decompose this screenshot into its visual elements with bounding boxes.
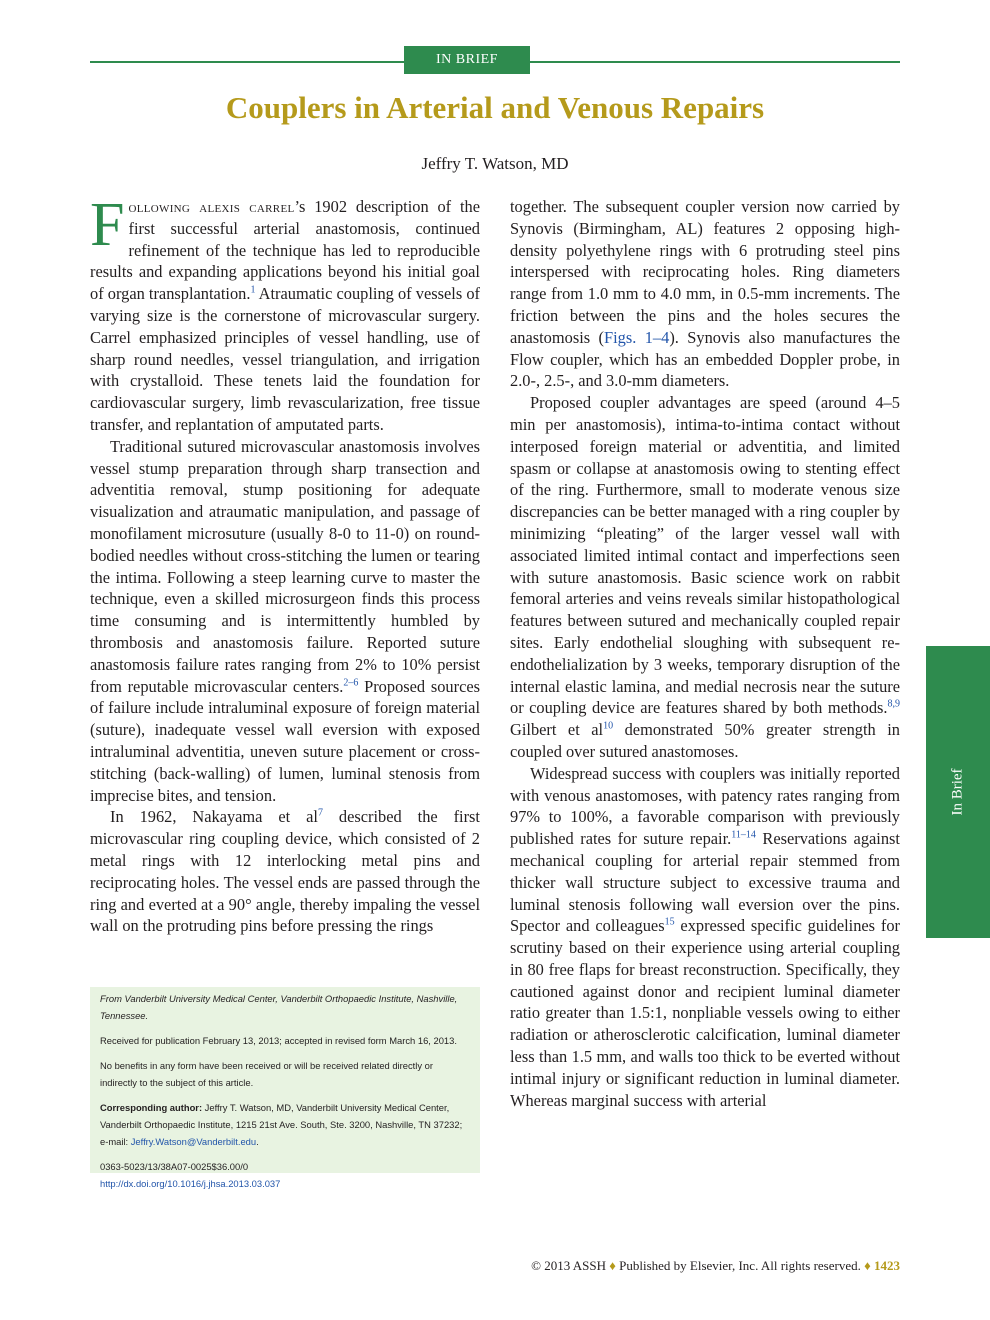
copyright: © 2013 ASSH — [531, 1258, 606, 1273]
reference-link[interactable]: 11–14 — [731, 829, 756, 841]
paragraph-text: Atraumatic coupling of vessels of varying size is the cornerstone of microvascular surgery. Carrel emphasized principles of vessel handling, use of sharp round needles, vessel triangulation, and irrigation with crystalloid. These tenets laid the foundation for cardiovascular surgery, limb revascularization, free tissue transfer, and replantation of amputated parts. — [90, 284, 480, 434]
issn-code: 0363-5023/13/38A07-0025$36.00/0 — [100, 1161, 249, 1172]
side-tab-label: In Brief — [949, 768, 966, 816]
paragraph-text: Reservations against mechanical coupling for arterial repair stemmed from thicker wall structure subject to excessive trauma and luminal stenosis following wall eversion over the pins. Spector and colleagues — [510, 829, 900, 936]
article-title: Couplers in Arterial and Venous Repairs — [225, 90, 765, 125]
paragraph-text: ). Synovis also manufactures the Flow coupler, which has an embedded Doppler probe, in 2.0-, 2.5-, and 3.0-mm diameters. — [510, 327, 900, 391]
right-column — [510, 196, 900, 1111]
left-column — [90, 191, 480, 937]
smallcaps-lead: ollowing alexis carrel — [128, 197, 295, 216]
paragraph-text: Gilbert et al — [510, 720, 604, 740]
paragraph-text: In 1962, Nakayama et al — [110, 807, 318, 827]
drop-cap: F — [90, 191, 125, 259]
paragraph-text: demonstrated 50% greater strength in coupled over sutured anastomoses. — [510, 720, 900, 761]
paragraph-synovis — [510, 196, 900, 392]
email-link[interactable]: Jeffry.Watson@Vanderbilt.edu — [130, 1136, 257, 1147]
publisher-note: Published by Elsevier, Inc. All rights reserved. — [615, 1258, 865, 1273]
reference-link[interactable]: 8,9 — [887, 698, 900, 710]
paragraph-text: Traditional sutured microvascular anastomosis involves vessel stump preparation through sharp transection and adventitia removal, stump positioning for adequate visualization and atraumatic manipulation, and passage of monofilament microsuture (usually 8-0 to 11-0) on round-bodied needles without cross-stitching the lumen or tearing the intima. Following a steep learning curve to master the technique, even a skilled microsurgeon finds this process time consuming and is intermittently humbled by thrombosis and anastomosis failure. Reported suture anastomosis failure rates ranging from 2% to 10% persist from reputable microvascular centers. — [90, 436, 480, 696]
affiliation: From Vanderbilt University Medical Center, Vanderbilt Orthopaedic Institute, Nashville, Tennessee. — [100, 993, 458, 1021]
figure-link[interactable]: Figs. 1–4 — [603, 327, 670, 347]
paragraph-traditional — [90, 436, 480, 807]
page-number: 1423 — [874, 1258, 900, 1273]
paragraph-text: described the first microvascular ring coupling device, which consisted of 2 metal rings with 12 interlocking metal pins and reciprocating holes. The vessel ends are passed through the ring and everted at a 90° angle, thereby impaling the vessel wall on the protruding pins before pressing the rings — [90, 807, 480, 936]
author-line: Jeffry T. Watson, MD — [421, 154, 569, 173]
doi-link[interactable]: http://dx.doi.org/10.1016/j.jhsa.2013.03.037 — [100, 1178, 281, 1189]
article-info-box — [90, 987, 480, 1189]
reference-link[interactable]: 1 — [250, 284, 256, 296]
benefits-statement: No benefits in any form have been received or will be received related directly or indirectly to the subject of this article. — [100, 1060, 433, 1088]
paragraph-text: Proposed sources of failure include intraluminal exposure of foreign material (suture), inadequate vessel wall eversion with exposed intraluminal adventitia, uneven suture placement or cross-stitching (back-walling) of lumen, luminal stenosis from imprecise bites, and tension. — [90, 676, 480, 805]
paragraph-text: together. The subsequent coupler version now carried by Synovis (Birmingham, AL) features 2 opposing high-density polyethylene rings with 6 protruding steel pins interspersed with reciprocating holes. Ring diameters range from 1.0 mm to 4.0 mm, in 0.5-mm increments. The friction between the pins and the holes secures the anastomosis ( — [510, 197, 900, 347]
paragraph-widespread — [510, 763, 900, 1112]
section-label: IN BRIEF — [404, 46, 530, 74]
paragraph-nakayama — [90, 806, 480, 937]
reference-link[interactable]: 7 — [317, 807, 323, 819]
received-dates: Received for publication February 13, 2013; accepted in revised form March 16, 2013. — [100, 1035, 457, 1046]
reference-link[interactable]: 15 — [664, 916, 675, 928]
page-footer — [531, 1258, 900, 1274]
diamond-icon: ♦ — [864, 1258, 871, 1273]
corresponding-author — [100, 1099, 471, 1150]
paragraph-text: expressed specific guidelines for scrutiny based on their experience using arterial coupling in 80 free flaps for breast reconstruction. Specifically, they cautioned against donor and recipient luminal diameter ratio greater than 1.5:1, nonpliable vessels owing to either radiation or atherosclerotic calcification, luminal diameter less than 1.5 mm, and walls too thick to be everted without intimal injury or significant reduction in luminal diameter. Whereas marginal success with arterial — [510, 916, 900, 1110]
paragraph-text: ’s 1902 description of the first successful arterial anastomosis, continued refinement of the technique has led to reproducible results and expanding applications beyond his initial goal of organ transplantation. — [90, 197, 480, 304]
reference-link[interactable]: 2–6 — [343, 677, 359, 689]
paragraph-intro — [90, 191, 480, 436]
corresponding-text: Jeffry T. Watson, MD, Vanderbilt University Medical Center, Vanderbilt Orthopaedic Institute, 1215 21st Ave. South, Ste. 3200, Nashville, TN 37232; e-mail: — [100, 1102, 463, 1147]
diamond-icon: ♦ — [609, 1258, 616, 1273]
paragraph-text: Widespread success with couplers was initially reported with venous anastomoses, with patency rates ranging from 97% to 100%, a favorable comparison with previously published rates for suture repair. — [510, 763, 900, 849]
paragraph-text: Proposed coupler advantages are speed (around 4–5 min per anastomosis), intima-to-intima contact without interposed foreign material or adventitia, and limited spasm or collapse at anastomosis owing to stenting effect of the ring. Furthermore, small to moderate venous size discrepancies can be better managed with a ring coupler by minimizing “pleating” of the larger vessel wall with associated limited intimal contact and imperfections seen with suture anastomosis. Basic science work on rabbit femoral arteries and veins reveals similar histopathological features between sutured and mechanically coupled repair sites. Early endothelial sloughing with subsequent re-endothelialization by 3 weeks, temporary disruption of the internal elastic lamina, and medial necrosis near the suture or coupling device are features shared by both methods. — [510, 393, 900, 718]
corresponding-label: Corresponding author: — [100, 1102, 203, 1113]
reference-link[interactable]: 10 — [603, 720, 614, 732]
corresponding-end: . — [256, 1136, 259, 1147]
side-tab — [926, 646, 990, 938]
paragraph-advantages — [510, 392, 900, 763]
